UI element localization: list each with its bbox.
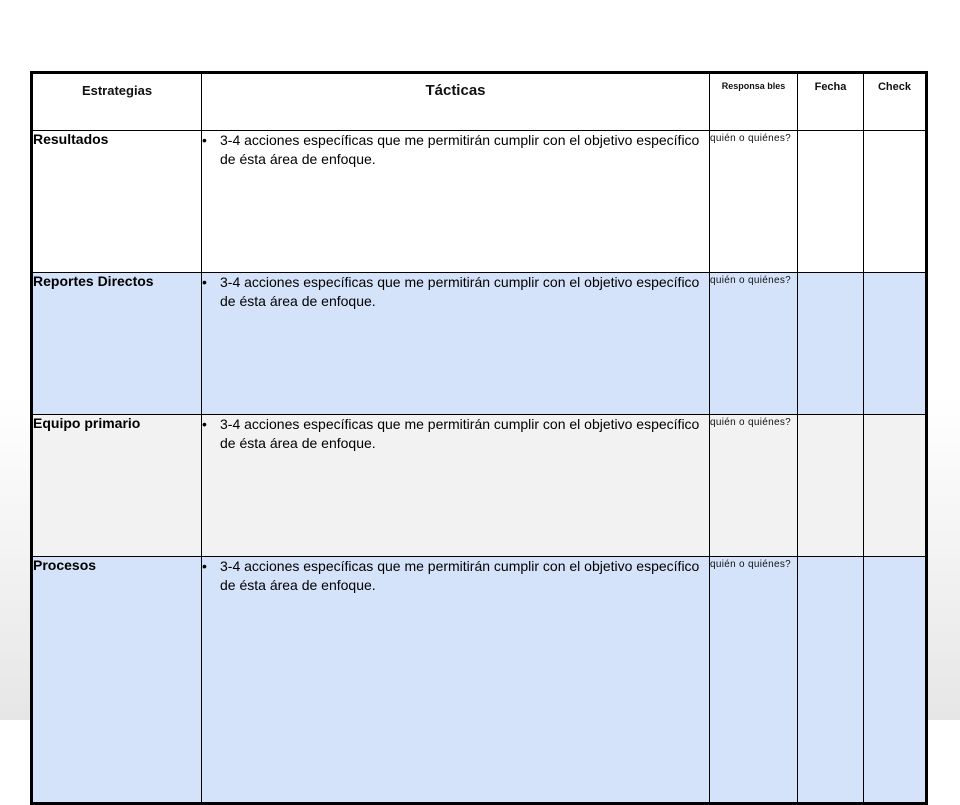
fecha-cell <box>798 273 864 415</box>
tactica-text: 3-4 acciones específicas que me permitirán cumplir con el objetivo específico de ésta área de enfoque. <box>220 558 700 593</box>
fecha-cell <box>798 131 864 273</box>
header-responsables <box>710 73 798 131</box>
header-estrategias <box>32 73 202 131</box>
header-check-label: Check <box>877 81 912 93</box>
check-cell <box>864 131 927 273</box>
table-row <box>32 415 927 557</box>
table-row <box>32 557 927 804</box>
check-cell <box>864 557 927 804</box>
estrategia-cell: Procesos <box>32 557 202 804</box>
header-estrategias-label: Estrategias <box>81 83 153 98</box>
fecha-cell <box>798 557 864 804</box>
estrategia-cell: Reportes Directos <box>32 273 202 415</box>
estrategia-cell: Equipo primario <box>32 415 202 557</box>
estrategia-cell: Resultados <box>32 131 202 273</box>
responsable-cell: quién o quiénes? <box>710 557 798 804</box>
tactica-bullet-item <box>202 131 709 169</box>
tactica-bullet-item <box>202 557 709 595</box>
responsable-cell: quién o quiénes? <box>710 273 798 415</box>
table-row <box>32 273 927 415</box>
check-cell <box>864 415 927 557</box>
bullet-icon: • <box>202 132 207 148</box>
tactica-cell <box>202 415 710 557</box>
tactica-bullet-item <box>202 415 709 453</box>
tactica-cell <box>202 273 710 415</box>
action-plan-table <box>30 71 928 805</box>
header-fecha <box>798 73 864 131</box>
responsable-cell: quién o quiénes? <box>710 415 798 557</box>
fecha-cell <box>798 415 864 557</box>
header-tacticas <box>202 73 710 131</box>
header-fecha-label: Fecha <box>814 81 847 93</box>
tactica-text: 3-4 acciones específicas que me permitirán cumplir con el objetivo específico de ésta área de enfoque. <box>220 274 700 309</box>
bullet-icon: • <box>202 558 207 574</box>
tactica-text: 3-4 acciones específicas que me permitirán cumplir con el objetivo específico de ésta área de enfoque. <box>220 132 700 167</box>
header-row <box>32 73 927 131</box>
responsable-cell: quién o quiénes? <box>710 131 798 273</box>
header-responsables-label: Responsa bles <box>721 81 786 91</box>
header-check <box>864 73 927 131</box>
header-tacticas-label: Tácticas <box>425 82 486 99</box>
tactica-cell <box>202 131 710 273</box>
table-row <box>32 131 927 273</box>
tactica-bullet-item <box>202 273 709 311</box>
tactica-text: 3-4 acciones específicas que me permitirán cumplir con el objetivo específico de ésta área de enfoque. <box>220 416 700 451</box>
bullet-icon: • <box>202 274 207 290</box>
bullet-icon: • <box>202 416 207 432</box>
check-cell <box>864 273 927 415</box>
tactica-cell <box>202 557 710 804</box>
